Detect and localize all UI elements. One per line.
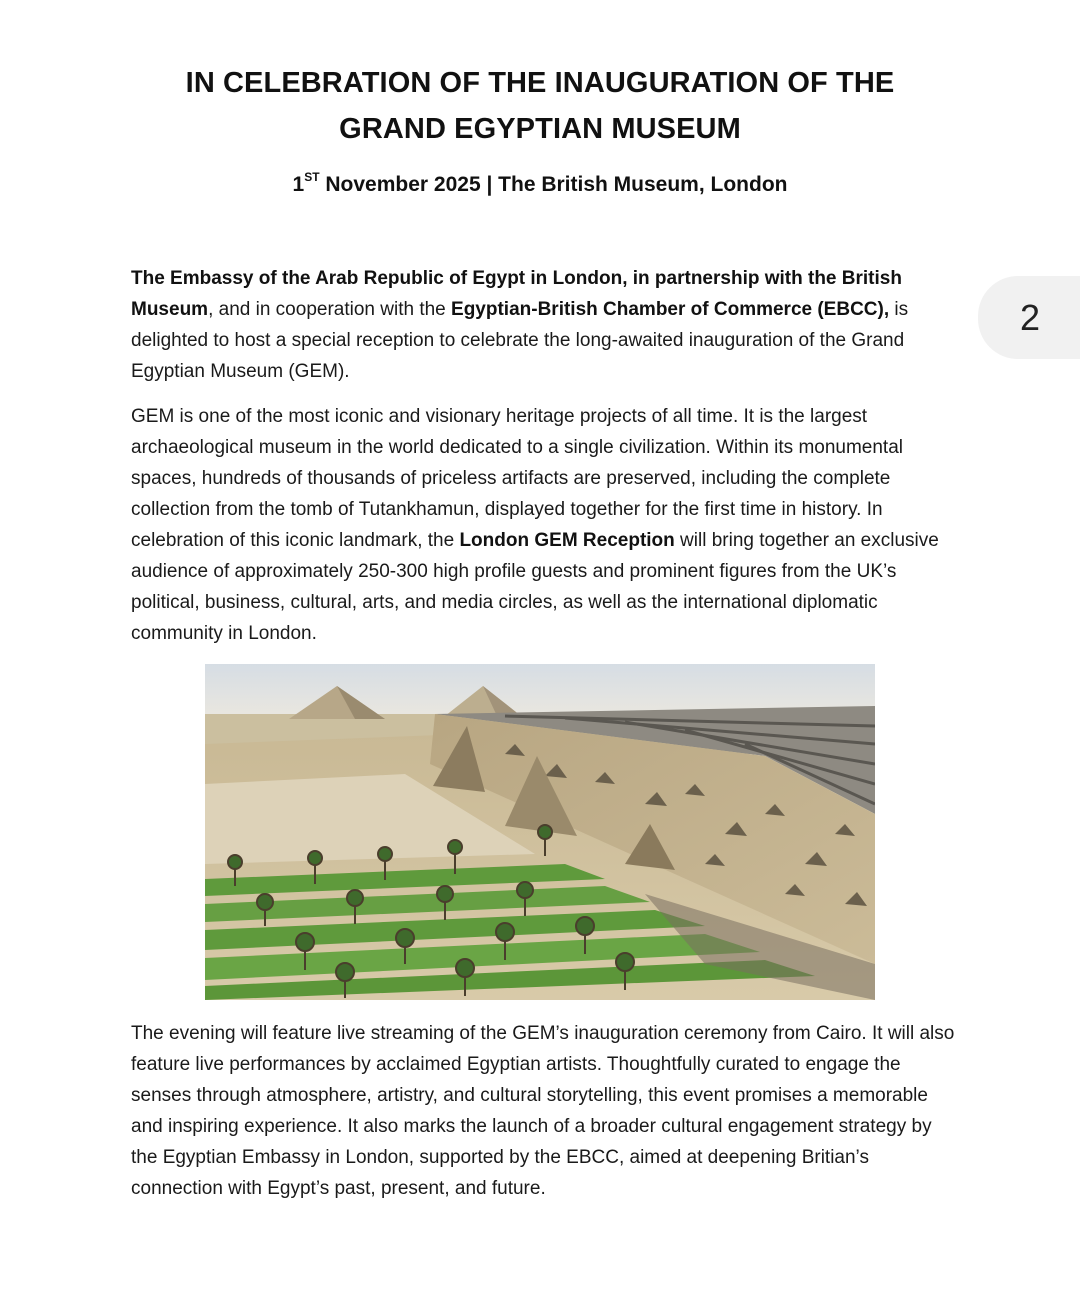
gem-bold-reception: London GEM Reception xyxy=(459,530,675,551)
gem-aerial-photo xyxy=(205,664,875,1000)
intro-bold-ebcc: Egyptian-British Chamber of Commerce (EBCC), xyxy=(451,299,890,320)
page-number: 2 xyxy=(1019,297,1041,338)
paragraph-gem-description xyxy=(131,401,961,649)
document-title xyxy=(0,60,1080,152)
date-day: 1 xyxy=(292,173,305,196)
event-date-location xyxy=(0,170,1080,200)
date-rest: November 2025 | The British Museum, London xyxy=(319,173,788,196)
gem-text-1: GEM is one of the most iconic and visionary heritage projects of all time. It is the largest archaeological museum in the world dedicated to a single civilization. Within its monumental spaces, hundreds of thousands of priceless artifacts are preserved, including the complete collection from the tomb of Tutankhamun, displayed together for the first time in history. In celebration of this iconic landmark, the xyxy=(131,406,903,551)
paragraph-evening: The evening will feature live streaming of the GEM’s inauguration ceremony from Cairo. It will also feature live performances by acclaimed Egyptian artists. Thoughtfully curated to engage the senses through atmosphere, artistry, and cultural storytelling, this event promises a memorable and inspiring experience. It also marks the launch of a broader cultural engagement strategy by the Egyptian Embassy in London, supported by the EBCC, aimed at deepening Britian’s connection with Egypt’s past, present, and future. xyxy=(131,1023,955,1199)
intro-text-1: , and in cooperation with the xyxy=(208,299,452,320)
title-line-2: GRAND EGYPTIAN MUSEUM xyxy=(339,113,741,145)
intro-bold-hosts: The Embassy of the Arab Republic of Egypt in London, in partnership with the British Museum xyxy=(131,268,902,320)
title-line-1: IN CELEBRATION OF THE INAUGURATION OF THE xyxy=(185,67,895,99)
paragraph-intro xyxy=(131,263,961,387)
gem-text-2: will bring together an exclusive audience of approximately 250-300 high profile guests and prominent figures from the UK’s political, business, cultural, arts, and media circles, as well as the international diplomatic community in London. xyxy=(131,530,939,644)
intro-text-2: is delighted to host a special reception to celebrate the long-awaited inauguration of the Grand Egyptian Museum (GEM). xyxy=(131,299,909,382)
gem-photo-illustration xyxy=(205,664,875,1000)
date-suffix: ST xyxy=(304,170,320,184)
